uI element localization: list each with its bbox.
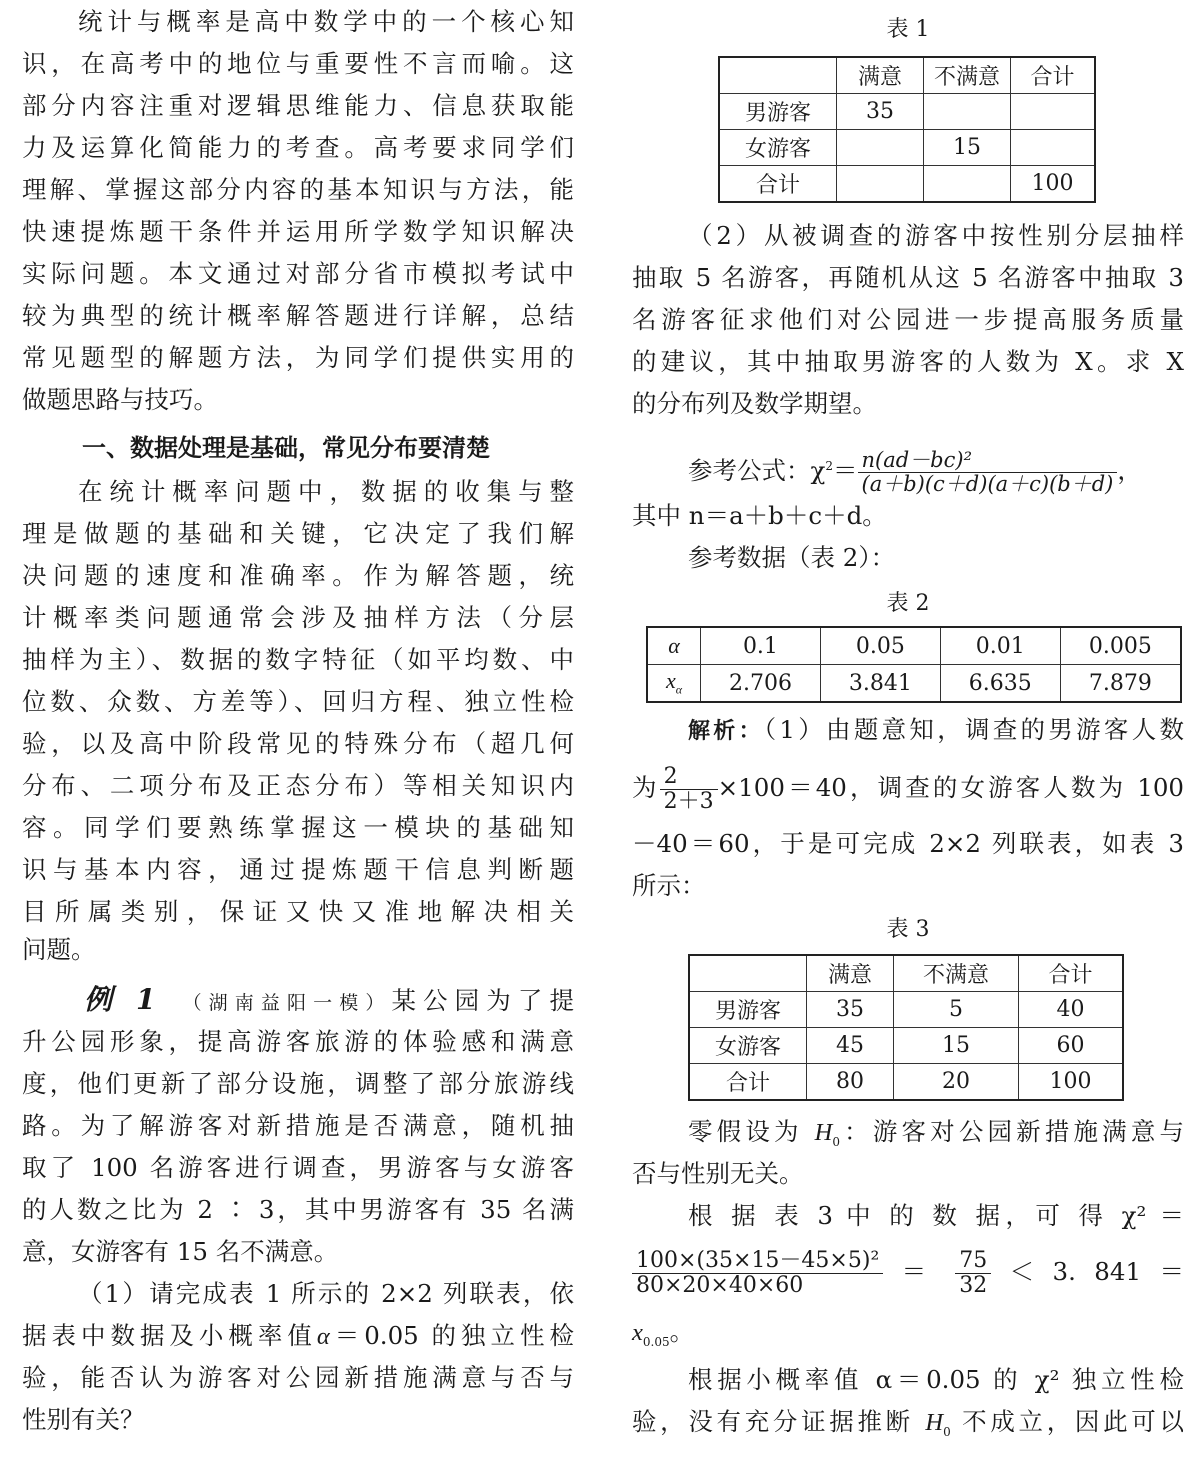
table-cell [837,130,924,166]
table-row [719,94,1095,130]
question-1-line: （1）请完成表 1 所示的 2×2 列联表，依 [78,1279,574,1308]
table-cell: 男游客 [719,94,837,130]
table-cell: 3.841 [820,665,940,703]
x-symbol: x [632,1319,643,1346]
table-cell: 不满意 [924,57,1011,94]
h-sub: 0 [832,1134,840,1149]
question-2-line: 名游客征求他们对公园进一步提高服务质量 [632,305,1184,334]
chi-denominator: 80×20×40×60 [636,1273,804,1298]
table-cell: 合计 [1019,955,1124,992]
critical-value-line [632,1312,1184,1352]
chi-numerator: 100×(35×15－45×5)² [632,1249,883,1274]
table-cell: 60 [1019,1028,1124,1064]
solution-line: －40＝60，于是可完成 2×2 列联表，如表 3 [632,829,1184,858]
result-numerator: 75 [955,1249,991,1274]
intro-line: 常见题型的解题方法，为同学们提供实用的 [22,343,574,372]
solution-line: 所示： [632,871,706,900]
table3-caption: 表 3 [886,917,930,942]
section-line: 在统计概率问题中，数据的收集与整 [78,477,574,506]
table-row [647,627,1181,665]
fraction-numerator: 2 [660,765,718,790]
intro-line: 做题思路与技巧。 [22,385,218,414]
h-sub: 0 [943,1424,951,1439]
solution-line [632,758,1184,818]
table-cell: 女游客 [689,1028,807,1064]
table-cell: 0.05 [820,627,940,665]
solution-line [632,710,1184,750]
table-cell: 15 [894,1028,1019,1064]
table-cell: 100 [1019,1064,1124,1101]
question-2-line: 的建议，其中抽取男游客的人数为 X。求 X [632,347,1184,376]
q1-text: ＝0.05 的独立性检 [329,1321,574,1350]
table-cell [647,627,701,665]
hypothesis-text: ：游客对公园新措施满意与 [839,1117,1185,1146]
table-cell [719,57,837,94]
table-1 [718,56,1096,203]
final-text: 不成立，因此可以 [950,1407,1184,1436]
table-cell [924,94,1011,130]
table-row [647,665,1181,703]
intro-line: 快速提炼题干条件并运用所学数学知识解决 [22,217,574,246]
table-cell: 女游客 [719,130,837,166]
x-sub: 0.05 [642,1334,670,1349]
table-header-row [719,57,1095,94]
formula-label: 参考公式：χ [688,456,826,486]
table-row [719,130,1095,166]
question-2-line: 的分布列及数学期望。 [632,389,877,418]
question-2-line: （2）从被调查的游客中按性别分层抽样 [688,221,1184,250]
table-cell: 0.005 [1060,627,1181,665]
solution-text: ×100＝40，调查的女游客人数为 100 [717,773,1184,802]
hypothesis-text: 零假设为 [688,1117,815,1146]
period: 。 [669,1317,695,1346]
table-cell: 100 [1011,166,1096,203]
table-cell: 合计 [1011,57,1096,94]
table-row [689,992,1123,1028]
table-2 [646,626,1182,703]
section-heading: 一、数据处理是基础，常见分布要清楚 [82,434,490,462]
reference-formula [632,438,1184,497]
table-cell [1011,130,1096,166]
example-label: 例 1 [84,983,156,1016]
reference-data-line: 参考数据（表 2）： [688,543,896,572]
section-line: 问题。 [22,935,96,964]
solution-label: 解析： [688,719,764,744]
intro-line: 理解、掌握这部分内容的基本知识与方法，能 [22,175,574,204]
alpha-symbol: α [316,1323,330,1350]
intro-line: 统计与概率是高中数学中的一个核心知 [78,7,574,36]
example-line: 升公园形象，提高游客旅游的体验感和满意 [22,1027,574,1056]
where-line: 其中 n＝a＋b＋c＋d。 [632,501,887,530]
section-line: 理是做题的基础和关键，它决定了我们解 [22,519,574,548]
x-label: x [665,668,676,694]
h-symbol: H [925,1409,944,1436]
table-cell: 7.879 [1060,665,1181,703]
table-cell: 满意 [837,57,924,94]
section-line: 识与基本内容，通过提炼题干信息判断题 [22,855,574,884]
example-line: 意，女游客有 15 名不满意。 [22,1237,339,1266]
x-sub: α [675,682,683,697]
final-text: 验，没有充分证据推断 [632,1407,926,1436]
hypothesis-line [632,1112,1184,1152]
solution-text: 为 [632,773,660,802]
table-cell [647,665,701,703]
comparison-text: ＜ 3. 841 ＝ [1009,1257,1184,1286]
question-1-line [22,1316,574,1356]
table-cell: 20 [894,1064,1019,1101]
table-cell: 合计 [689,1064,807,1101]
hypothesis-line: 否与性别无关。 [632,1159,804,1188]
question-1-line: 验，能否认为游客对公园新措施满意与否与 [22,1363,574,1392]
example-first-line [22,980,574,1020]
table-cell [1011,94,1096,130]
fraction-denominator: 2＋3 [663,789,714,814]
table-cell: 满意 [807,955,894,992]
q1-text: 据表中数据及小概率值 [22,1321,317,1350]
section-line: 决问题的速度和准确率。作为解答题，统 [22,561,574,590]
table-cell: 0.1 [701,627,821,665]
section-line: 验，以及高中阶段常见的特殊分布（超几何 [22,729,574,758]
calculation-line: 根 据 表 3 中 的 数 据，可 得 χ² ＝ [688,1201,1184,1230]
table2-caption: 表 2 [886,591,930,616]
equals-sign: ＝ [901,1257,937,1286]
question-2-line: 抽取 5 名游客，再随机从这 5 名游客中抽取 3 [632,263,1184,292]
final-line [632,1402,1184,1442]
example-line: 度，他们更新了部分设施，调整了部分旅游线 [22,1069,574,1098]
table-cell: 2.706 [701,665,821,703]
intro-line: 实际问题。本文通过对部分省市模拟考试中 [22,259,574,288]
formula-numerator: n(ad－bc)² [858,449,1118,473]
question-1-line: 性别有关？ [22,1405,145,1434]
section-line: 容。同学们要熟练掌握这一模块的基础知 [22,813,574,842]
example-line: 取了 100 名游客进行调查，男游客与女游客 [22,1153,574,1182]
table-3 [688,954,1124,1101]
intro-line: 力及运算化简能力的考查。高考要求同学们 [22,133,574,162]
section-line: 目所属类别，保证又快又准地解决相关 [22,897,574,926]
solution-text: （1）由题意知，调查的男游客人数 [763,715,1184,744]
table-row [689,1064,1123,1101]
table-cell: 35 [837,94,924,130]
table-row [689,1028,1123,1064]
chi-square-fraction [632,1249,883,1298]
table-cell: 45 [807,1028,894,1064]
formula-sup: 2 [825,459,833,473]
section-line: 计概率类问题通常会涉及抽样方法（分层 [22,603,574,632]
section-line: 位数、众数、方差等）、回归方程、独立性检 [22,687,574,716]
table-cell: 15 [924,130,1011,166]
table-row [719,166,1095,203]
intro-line: 部分内容注重对逻辑思维能力、信息获取能 [22,91,574,120]
formula-eq: ＝ [833,456,858,486]
example-line: 的人数之比为 2 ∶ 3，其中男游客有 35 名满 [22,1195,574,1224]
table-cell: 合计 [719,166,837,203]
table-cell [837,166,924,203]
table-cell: 5 [894,992,1019,1028]
table1-caption: 表 1 [886,17,930,42]
final-line: 根据小概率值 α＝0.05 的 χ² 独立性检 [688,1365,1184,1394]
table-cell: 6.635 [940,665,1060,703]
table-cell: 不满意 [894,955,1019,992]
intro-line: 识，在高考中的地位与重要性不言而喻。这 [22,49,574,78]
table-header-row [689,955,1123,992]
calculation-formula [632,1240,1184,1304]
h-symbol: H [814,1119,833,1146]
result-denominator: 32 [959,1273,988,1298]
formula-fraction [858,449,1118,496]
table-cell: 40 [1019,992,1124,1028]
formula-denominator: (a＋b)(c＋d)(a＋c)(b＋d) [861,472,1114,497]
table-cell: 80 [807,1064,894,1101]
example-line: 路。为了解游客对新措施是否满意，随机抽 [22,1111,574,1140]
section-line: 分布、二项分布及正态分布）等相关知识内 [22,771,574,800]
table-cell [689,955,807,992]
table-cell: 35 [807,992,894,1028]
table-cell [924,166,1011,203]
section-line: 抽样为主）、数据的数字特征（如平均数、中 [22,645,574,674]
table-cell: 男游客 [689,992,807,1028]
formula-tail: ， [1117,456,1142,486]
example-source: （湖南益阳一模） [175,992,392,1014]
intro-line: 较为典型的统计概率解答题进行详解，总结 [22,301,574,330]
result-fraction [955,1249,991,1298]
example-text: 某公园为了提 [391,986,574,1015]
alpha-label: α [668,633,680,658]
ratio-fraction [660,765,718,814]
table-cell: 0.01 [940,627,1060,665]
